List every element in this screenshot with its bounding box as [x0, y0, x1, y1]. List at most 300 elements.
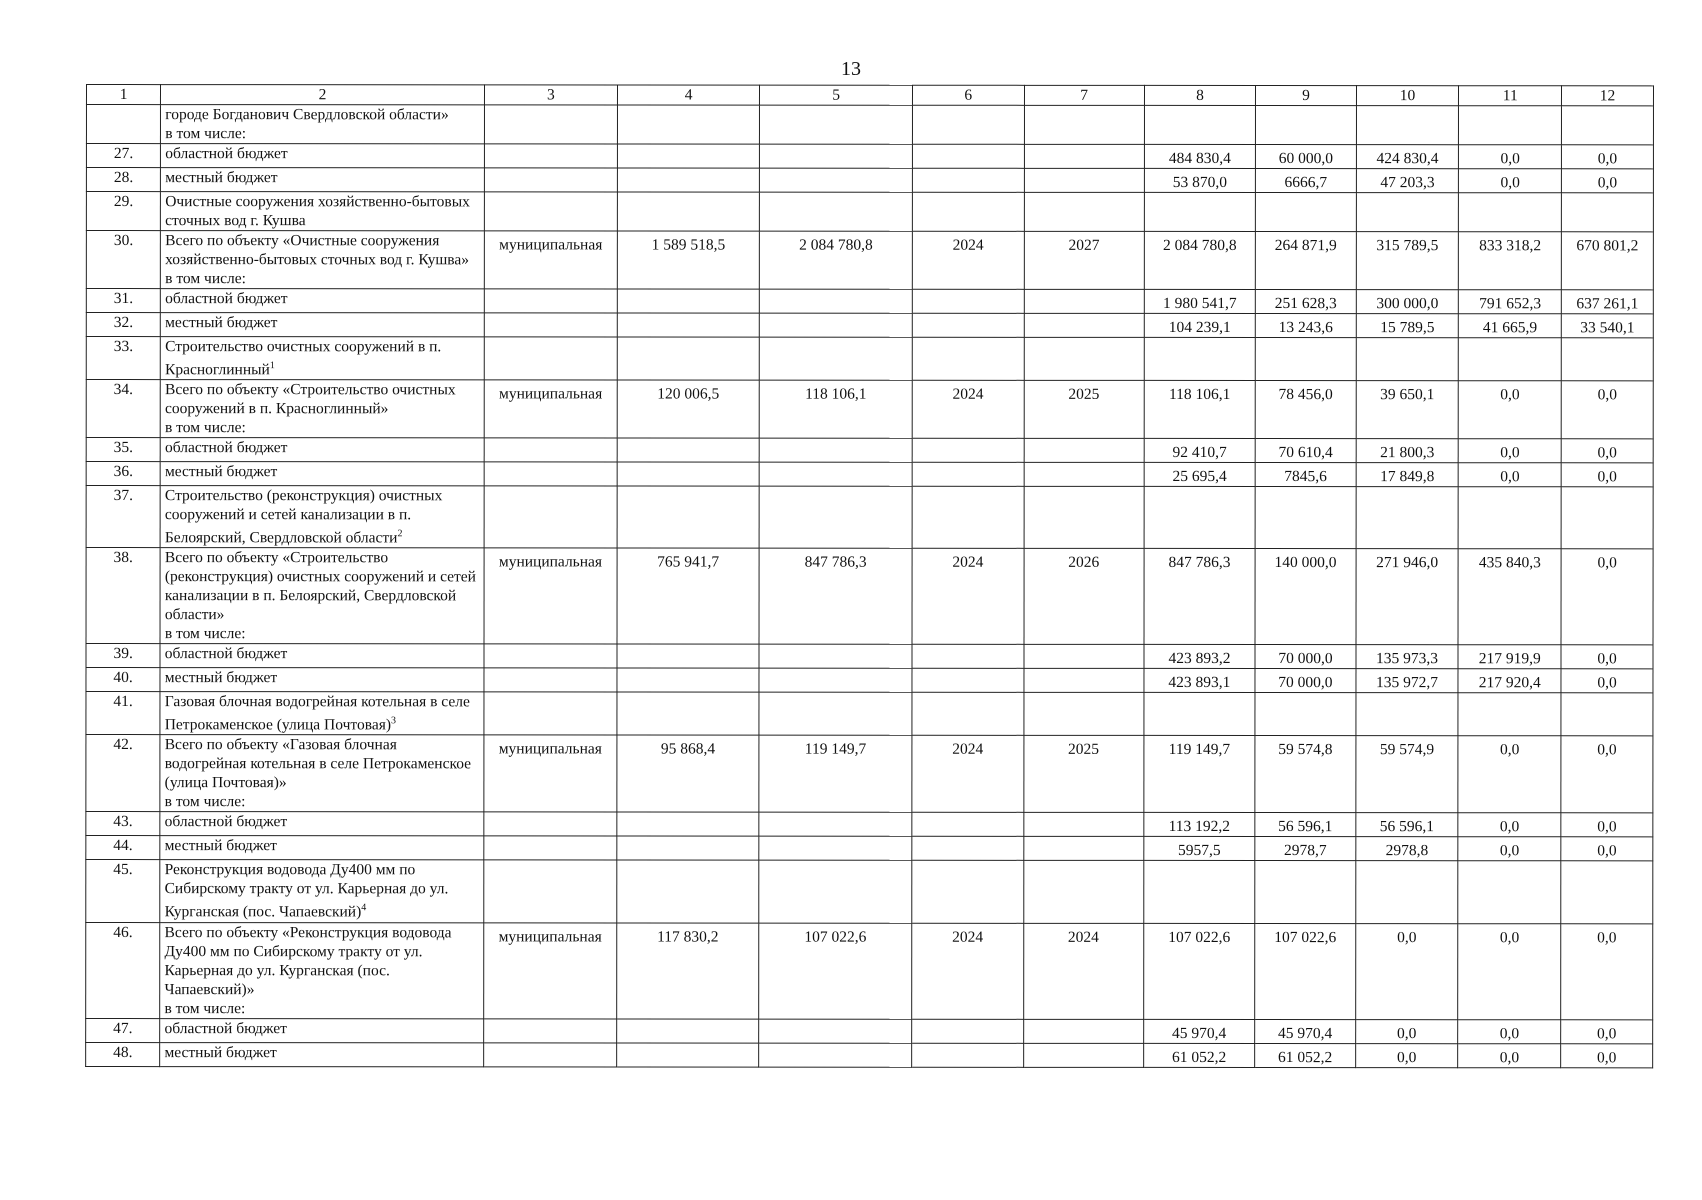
cell-col-4: [617, 836, 759, 860]
cell-value: 107 022,6: [1168, 928, 1231, 946]
cell-value: 104 239,1: [1168, 318, 1231, 336]
cell-value: 15 789,5: [1380, 319, 1435, 337]
cell-col-11: [1459, 487, 1562, 549]
cell-value: 135 972,7: [1376, 674, 1439, 692]
cell-value: [764, 169, 908, 173]
cell-col-9: [1256, 106, 1357, 145]
budget-table-sheet: [85, 84, 1654, 1068]
cell-col-9: [1256, 193, 1357, 232]
cell-value: муниципальная: [498, 553, 603, 571]
cell-value: [622, 487, 755, 491]
cell-value: 847 786,3: [1168, 554, 1231, 572]
cell-value: 423 893,1: [1168, 674, 1231, 692]
cell-value: [1028, 693, 1139, 697]
cell-col-8: [1144, 693, 1255, 736]
cell-value: 59 574,9: [1379, 741, 1435, 759]
table-row: [86, 289, 1653, 314]
cell-value: 0,0: [1500, 386, 1520, 404]
cell-value: муниципальная: [499, 385, 603, 403]
cell-value: [916, 1019, 1018, 1023]
cell-col-8: [1143, 923, 1255, 1019]
cell-value: 0,0: [1597, 174, 1618, 192]
cell-col-11: [1459, 193, 1562, 232]
cell-col-9: [1255, 861, 1356, 923]
cell-value: 70 000,0: [1278, 674, 1333, 692]
cell-value: [917, 290, 1019, 294]
cell-value: 2024: [952, 554, 984, 572]
cell-col-10: [1356, 314, 1459, 338]
cell-value: 0,0: [1597, 150, 1618, 168]
cell-col-6: [912, 861, 1024, 923]
cell-value: [1566, 106, 1649, 110]
cell-col-3: [484, 462, 617, 486]
cell-value: 119 149,7: [804, 741, 867, 759]
cell-value: [488, 813, 612, 817]
cell-col-5: [759, 313, 912, 337]
cell-value: 25 695,4: [1172, 468, 1227, 486]
header-row: [86, 85, 1653, 106]
cell-col-9: [1256, 145, 1357, 169]
page-number: 13: [841, 58, 861, 80]
cell-value: 113 192,2: [1168, 818, 1231, 836]
cell-col-10: [1355, 861, 1458, 923]
cell-col-11: [1458, 693, 1561, 736]
cell-col-10: [1356, 549, 1459, 645]
cell-col-11: [1459, 381, 1562, 439]
cell-col-8: [1144, 105, 1255, 144]
cell-col-3: [484, 313, 617, 337]
cell-col-8: [1144, 337, 1255, 380]
cell-col-6: [913, 105, 1024, 144]
row-name: [160, 438, 483, 462]
cell-col-4: [617, 486, 759, 548]
row-name: [160, 644, 483, 668]
cell-value: [1463, 694, 1557, 698]
row-name: [160, 486, 484, 548]
cell-value: [621, 861, 754, 865]
row-number: 33.: [86, 337, 160, 380]
cell-col-4: [618, 105, 760, 144]
cell-value: 0,0: [1597, 818, 1617, 836]
cell-value: [1028, 1043, 1139, 1047]
header-cell: 6: [913, 85, 1024, 105]
footnote-marker: 3: [391, 715, 397, 727]
cell-col-3: [484, 692, 617, 735]
cell-value: [488, 1043, 612, 1047]
cell-value: [1566, 487, 1649, 491]
header-cell: 2: [161, 85, 484, 105]
cell-value: [489, 313, 613, 317]
cell-col-4: [617, 289, 759, 313]
cell-col-11: [1459, 439, 1562, 463]
cell-value: [1463, 338, 1557, 342]
cell-value: [917, 314, 1019, 318]
cell-col-12: [1561, 861, 1653, 923]
cell-col-4: [617, 231, 759, 289]
cell-value: 0,0: [1597, 1048, 1617, 1066]
cell-col-4: [617, 735, 759, 812]
cell-value: 271 946,0: [1376, 554, 1439, 572]
cell-value: [622, 105, 755, 109]
cell-col-4: [617, 313, 759, 337]
cell-value: [764, 487, 908, 491]
cell-col-7: [1023, 1043, 1143, 1067]
cell-value: 21 800,3: [1380, 444, 1435, 462]
cell-col-8: [1144, 549, 1256, 645]
cell-col-10: [1356, 193, 1459, 232]
table-row: [86, 438, 1653, 463]
cell-value: [489, 289, 613, 293]
cell-value: [489, 144, 613, 148]
cell-value: [1463, 106, 1557, 110]
cell-col-3: [484, 380, 617, 438]
cell-value: 59 574,8: [1278, 741, 1333, 759]
table-row: [86, 922, 1653, 1019]
cell-col-5: [759, 337, 912, 380]
cell-col-9: [1255, 645, 1356, 669]
cell-value: [917, 338, 1019, 342]
cell-value: 135 973,3: [1376, 650, 1439, 668]
table-row: [86, 144, 1653, 169]
cell-value: [489, 337, 613, 341]
cell-col-5: [759, 692, 912, 735]
cell-col-9: [1255, 381, 1356, 439]
cell-col-4: [617, 923, 759, 1019]
row-name: [161, 105, 484, 144]
cell-value: [622, 645, 755, 649]
cell-value: 53 870,0: [1172, 173, 1227, 191]
row-name: [160, 836, 483, 860]
row-name-text: Строительство (реконструкция) очистных сооружений и сетей канализации в п. Белоярский, Свердловской области: [164, 487, 443, 547]
cell-col-3: [483, 1018, 616, 1042]
cell-col-8: [1144, 861, 1256, 923]
cell-col-8: [1144, 381, 1256, 439]
row-number: 29.: [86, 192, 160, 231]
cell-col-11: [1458, 736, 1561, 813]
cell-col-9: [1255, 463, 1356, 487]
cell-value: [763, 837, 907, 841]
cell-col-11: [1458, 645, 1561, 669]
cell-value: [764, 338, 908, 342]
row-number: 39.: [86, 644, 160, 668]
cell-col-3: [484, 836, 617, 860]
cell-col-3: [484, 812, 617, 836]
cell-col-11: [1458, 1019, 1561, 1043]
row-name-text: областной бюджет: [164, 645, 288, 663]
cell-col-8: [1144, 669, 1255, 693]
row-name-text: Всего по объекту «Очистные сооружения хозяйственно-бытовых сточных вод г. Кушва» в том числе:: [165, 232, 470, 288]
cell-value: 0,0: [1499, 1048, 1520, 1066]
cell-value: [1260, 487, 1352, 491]
cell-col-3: [484, 735, 617, 812]
cell-col-8: [1144, 813, 1255, 837]
cell-value: [1028, 290, 1139, 294]
cell-value: [1028, 813, 1139, 817]
cell-value: 0,0: [1397, 1024, 1417, 1042]
row-number: 28.: [86, 168, 160, 192]
cell-col-3: [484, 548, 617, 644]
cell-value: 2024: [952, 928, 984, 946]
cell-value: [764, 669, 908, 673]
cell-col-10: [1356, 669, 1459, 693]
cell-value: 2024: [1067, 928, 1099, 946]
cell-col-3: [484, 486, 617, 548]
cell-value: 251 628,3: [1274, 295, 1337, 313]
header-cell: 10: [1356, 86, 1459, 106]
cell-value: 2025: [1068, 741, 1100, 759]
cell-value: [1028, 169, 1139, 173]
cell-value: 0,0: [1499, 1024, 1520, 1042]
cell-col-5: [760, 168, 913, 192]
cell-col-10: [1356, 381, 1459, 439]
cell-col-7: [1024, 144, 1144, 168]
cell-col-10: [1356, 645, 1459, 669]
cell-value: 2978,7: [1283, 842, 1327, 860]
row-name-text: Всего по объекту «Строительство очистных сооружений в п. Красноглинный» в том числе:: [164, 381, 456, 437]
cell-value: 61 052,2: [1171, 1048, 1227, 1066]
cell-col-5: [759, 462, 912, 486]
cell-col-12: [1562, 169, 1654, 193]
cell-value: 264 871,9: [1274, 237, 1337, 255]
cell-col-8: [1144, 231, 1256, 289]
cell-col-4: [617, 668, 759, 692]
cell-value: [621, 837, 754, 841]
cell-col-7: [1023, 923, 1143, 1019]
cell-col-3: [484, 144, 617, 168]
cell-value: [763, 1043, 907, 1047]
cell-value: 0,0: [1500, 150, 1520, 168]
cell-col-8: [1144, 439, 1255, 463]
cell-value: [764, 106, 908, 110]
cell-col-4: [617, 438, 759, 462]
cell-col-3: [484, 192, 617, 231]
cell-col-12: [1561, 669, 1653, 693]
row-number: 36.: [86, 462, 160, 486]
table-row: [86, 313, 1653, 338]
cell-col-5: [760, 144, 913, 168]
cell-value: [763, 861, 907, 865]
cell-col-3: [484, 644, 617, 668]
row-name: [161, 144, 484, 168]
cell-col-11: [1459, 106, 1562, 145]
cell-col-12: [1561, 232, 1653, 290]
cell-value: 2024: [952, 741, 984, 759]
cell-col-12: [1561, 314, 1653, 338]
cell-value: [1361, 106, 1455, 110]
cell-value: [1360, 862, 1454, 866]
row-name: [160, 860, 484, 922]
cell-value: 107 022,6: [1274, 928, 1337, 946]
cell-col-12: [1561, 193, 1653, 232]
row-number: 41.: [86, 692, 160, 735]
cell-value: [1360, 487, 1454, 491]
cell-col-6: [912, 549, 1024, 645]
cell-col-9: [1255, 549, 1356, 645]
cell-col-12: [1561, 487, 1653, 549]
cell-col-7: [1024, 380, 1144, 438]
table-row: [86, 836, 1653, 861]
cell-col-8: [1144, 192, 1255, 231]
row-name-text: Строительство очистных сооружений в п. Красноглинный: [165, 338, 442, 379]
cell-col-11: [1459, 338, 1562, 381]
table-row: [86, 380, 1653, 439]
cell-value: муниципальная: [498, 927, 602, 946]
cell-value: [622, 463, 755, 467]
cell-value: [489, 192, 613, 196]
header-cell: 12: [1562, 86, 1654, 106]
cell-value: [488, 693, 612, 697]
table-row: [86, 105, 1653, 145]
cell-col-5: [759, 192, 912, 231]
cell-col-4: [617, 548, 759, 644]
cell-col-12: [1561, 381, 1653, 439]
cell-col-6: [912, 313, 1023, 337]
cell-value: [1463, 862, 1557, 866]
cell-col-7: [1023, 861, 1143, 923]
cell-value: 41 665,9: [1482, 319, 1538, 337]
cell-value: [1029, 106, 1140, 110]
cell-col-3: [484, 668, 617, 692]
cell-value: 118 106,1: [805, 385, 867, 403]
cell-col-7: [1024, 313, 1144, 337]
cell-value: [1360, 693, 1454, 697]
cell-col-5: [759, 644, 912, 668]
cell-value: [1028, 669, 1139, 673]
cell-col-6: [912, 669, 1023, 693]
cell-value: [1463, 487, 1557, 491]
row-name-text: Всего по объекту «Строительство (реконструкция) очистных сооружений и сетей канализации в п. Белоярский, Свердловской области» в том числе:: [164, 549, 476, 643]
cell-col-5: [759, 923, 912, 1019]
header-cell: 4: [618, 85, 760, 105]
cell-value: [1260, 338, 1352, 342]
cell-col-7: [1023, 693, 1143, 736]
cell-col-12: [1561, 736, 1653, 813]
row-name-text: областной бюджет: [165, 145, 288, 163]
cell-value: 7845,6: [1284, 468, 1327, 486]
header-cell: 3: [484, 85, 617, 105]
cell-col-6: [912, 337, 1023, 380]
cell-value: [622, 669, 755, 673]
cell-value: [916, 861, 1018, 865]
cell-col-4: [617, 337, 759, 380]
cell-value: [917, 439, 1019, 443]
row-name-text: Очистные сооружения хозяйственно-бытовых сточных вод г. Кушва: [165, 193, 470, 230]
cell-value: 0,0: [1499, 842, 1520, 860]
cell-col-6: [912, 645, 1023, 669]
cell-col-10: [1356, 145, 1459, 169]
cell-value: 637 261,1: [1576, 295, 1639, 313]
cell-col-12: [1561, 439, 1653, 463]
cell-value: 2024: [952, 385, 984, 403]
row-number: 30.: [86, 231, 160, 289]
cell-col-7: [1023, 736, 1143, 813]
cell-value: 78 456,0: [1278, 386, 1333, 404]
cell-col-7: [1024, 337, 1144, 380]
cell-value: [622, 144, 755, 148]
cell-col-9: [1255, 487, 1356, 549]
row-name: [161, 168, 484, 192]
cell-value: [764, 439, 908, 443]
cell-value: 0,0: [1397, 928, 1417, 946]
cell-col-8: [1143, 1043, 1254, 1067]
table-row: [86, 692, 1653, 737]
row-name: [160, 922, 484, 1018]
cell-col-8: [1144, 168, 1255, 192]
cell-value: 2 084 780,8: [799, 236, 873, 254]
cell-value: [1028, 314, 1139, 318]
cell-col-9: [1256, 169, 1357, 193]
cell-col-7: [1024, 105, 1144, 144]
row-name: [160, 735, 484, 812]
cell-value: [1028, 837, 1139, 841]
cell-col-11: [1459, 290, 1562, 314]
cell-value: [622, 168, 755, 172]
cell-col-10: [1356, 463, 1459, 487]
footnote-marker: 2: [397, 528, 403, 540]
table-row: [86, 231, 1653, 290]
cell-value: [917, 645, 1019, 649]
cell-value: 300 000,0: [1376, 295, 1439, 313]
cell-col-11: [1459, 314, 1562, 338]
cell-value: [1028, 338, 1139, 342]
row-name: [160, 1018, 483, 1042]
cell-value: 2026: [1068, 554, 1100, 572]
table-row: [86, 644, 1653, 669]
cell-value: 2 084 780,8: [1162, 236, 1237, 255]
cell-value: 0,0: [1597, 554, 1617, 572]
cell-value: 765 941,7: [657, 553, 720, 571]
cell-value: [1566, 193, 1649, 197]
cell-col-8: [1144, 463, 1255, 487]
cell-value: [917, 169, 1019, 173]
cell-col-11: [1459, 463, 1562, 487]
cell-value: [488, 669, 612, 673]
row-name-text: Всего по объекту «Газовая блочная водогрейная котельная в селе Петрокаменское (улица Почтовая)» в том числе:: [164, 736, 472, 811]
cell-col-4: [617, 860, 759, 922]
cell-col-6: [912, 1019, 1023, 1043]
row-name: [161, 337, 484, 380]
cell-value: 47 203,3: [1380, 174, 1435, 192]
cell-value: 45 970,4: [1171, 1024, 1227, 1042]
cell-col-4: [617, 1043, 759, 1067]
cell-col-10: [1356, 338, 1459, 381]
row-name-text: Газовая блочная водогрейная котельная в селе Петрокаменское (улица Почтовая): [164, 693, 470, 734]
cell-col-9: [1255, 813, 1356, 837]
cell-col-3: [484, 860, 617, 922]
row-name: [160, 1042, 483, 1066]
footnote-marker: 4: [361, 902, 367, 914]
cell-col-10: [1355, 1043, 1458, 1067]
cell-col-12: [1562, 106, 1654, 145]
cell-value: 847 786,3: [804, 553, 867, 571]
cell-col-5: [759, 861, 912, 923]
cell-value: 1 980 541,7: [1162, 294, 1237, 313]
cell-value: 0,0: [1500, 174, 1520, 192]
cell-value: [1028, 1019, 1139, 1023]
cell-value: [917, 693, 1019, 697]
cell-value: 0,0: [1597, 928, 1617, 946]
cell-col-7: [1023, 1019, 1143, 1043]
cell-value: 435 840,3: [1478, 554, 1541, 572]
cell-col-9: [1255, 1043, 1356, 1067]
row-number: 35.: [86, 438, 160, 462]
cell-col-9: [1255, 439, 1356, 463]
cell-value: [1028, 463, 1139, 467]
cell-col-9: [1255, 693, 1356, 736]
row-number: 45.: [86, 860, 160, 922]
row-name: [160, 812, 483, 836]
cell-col-6: [912, 168, 1023, 192]
